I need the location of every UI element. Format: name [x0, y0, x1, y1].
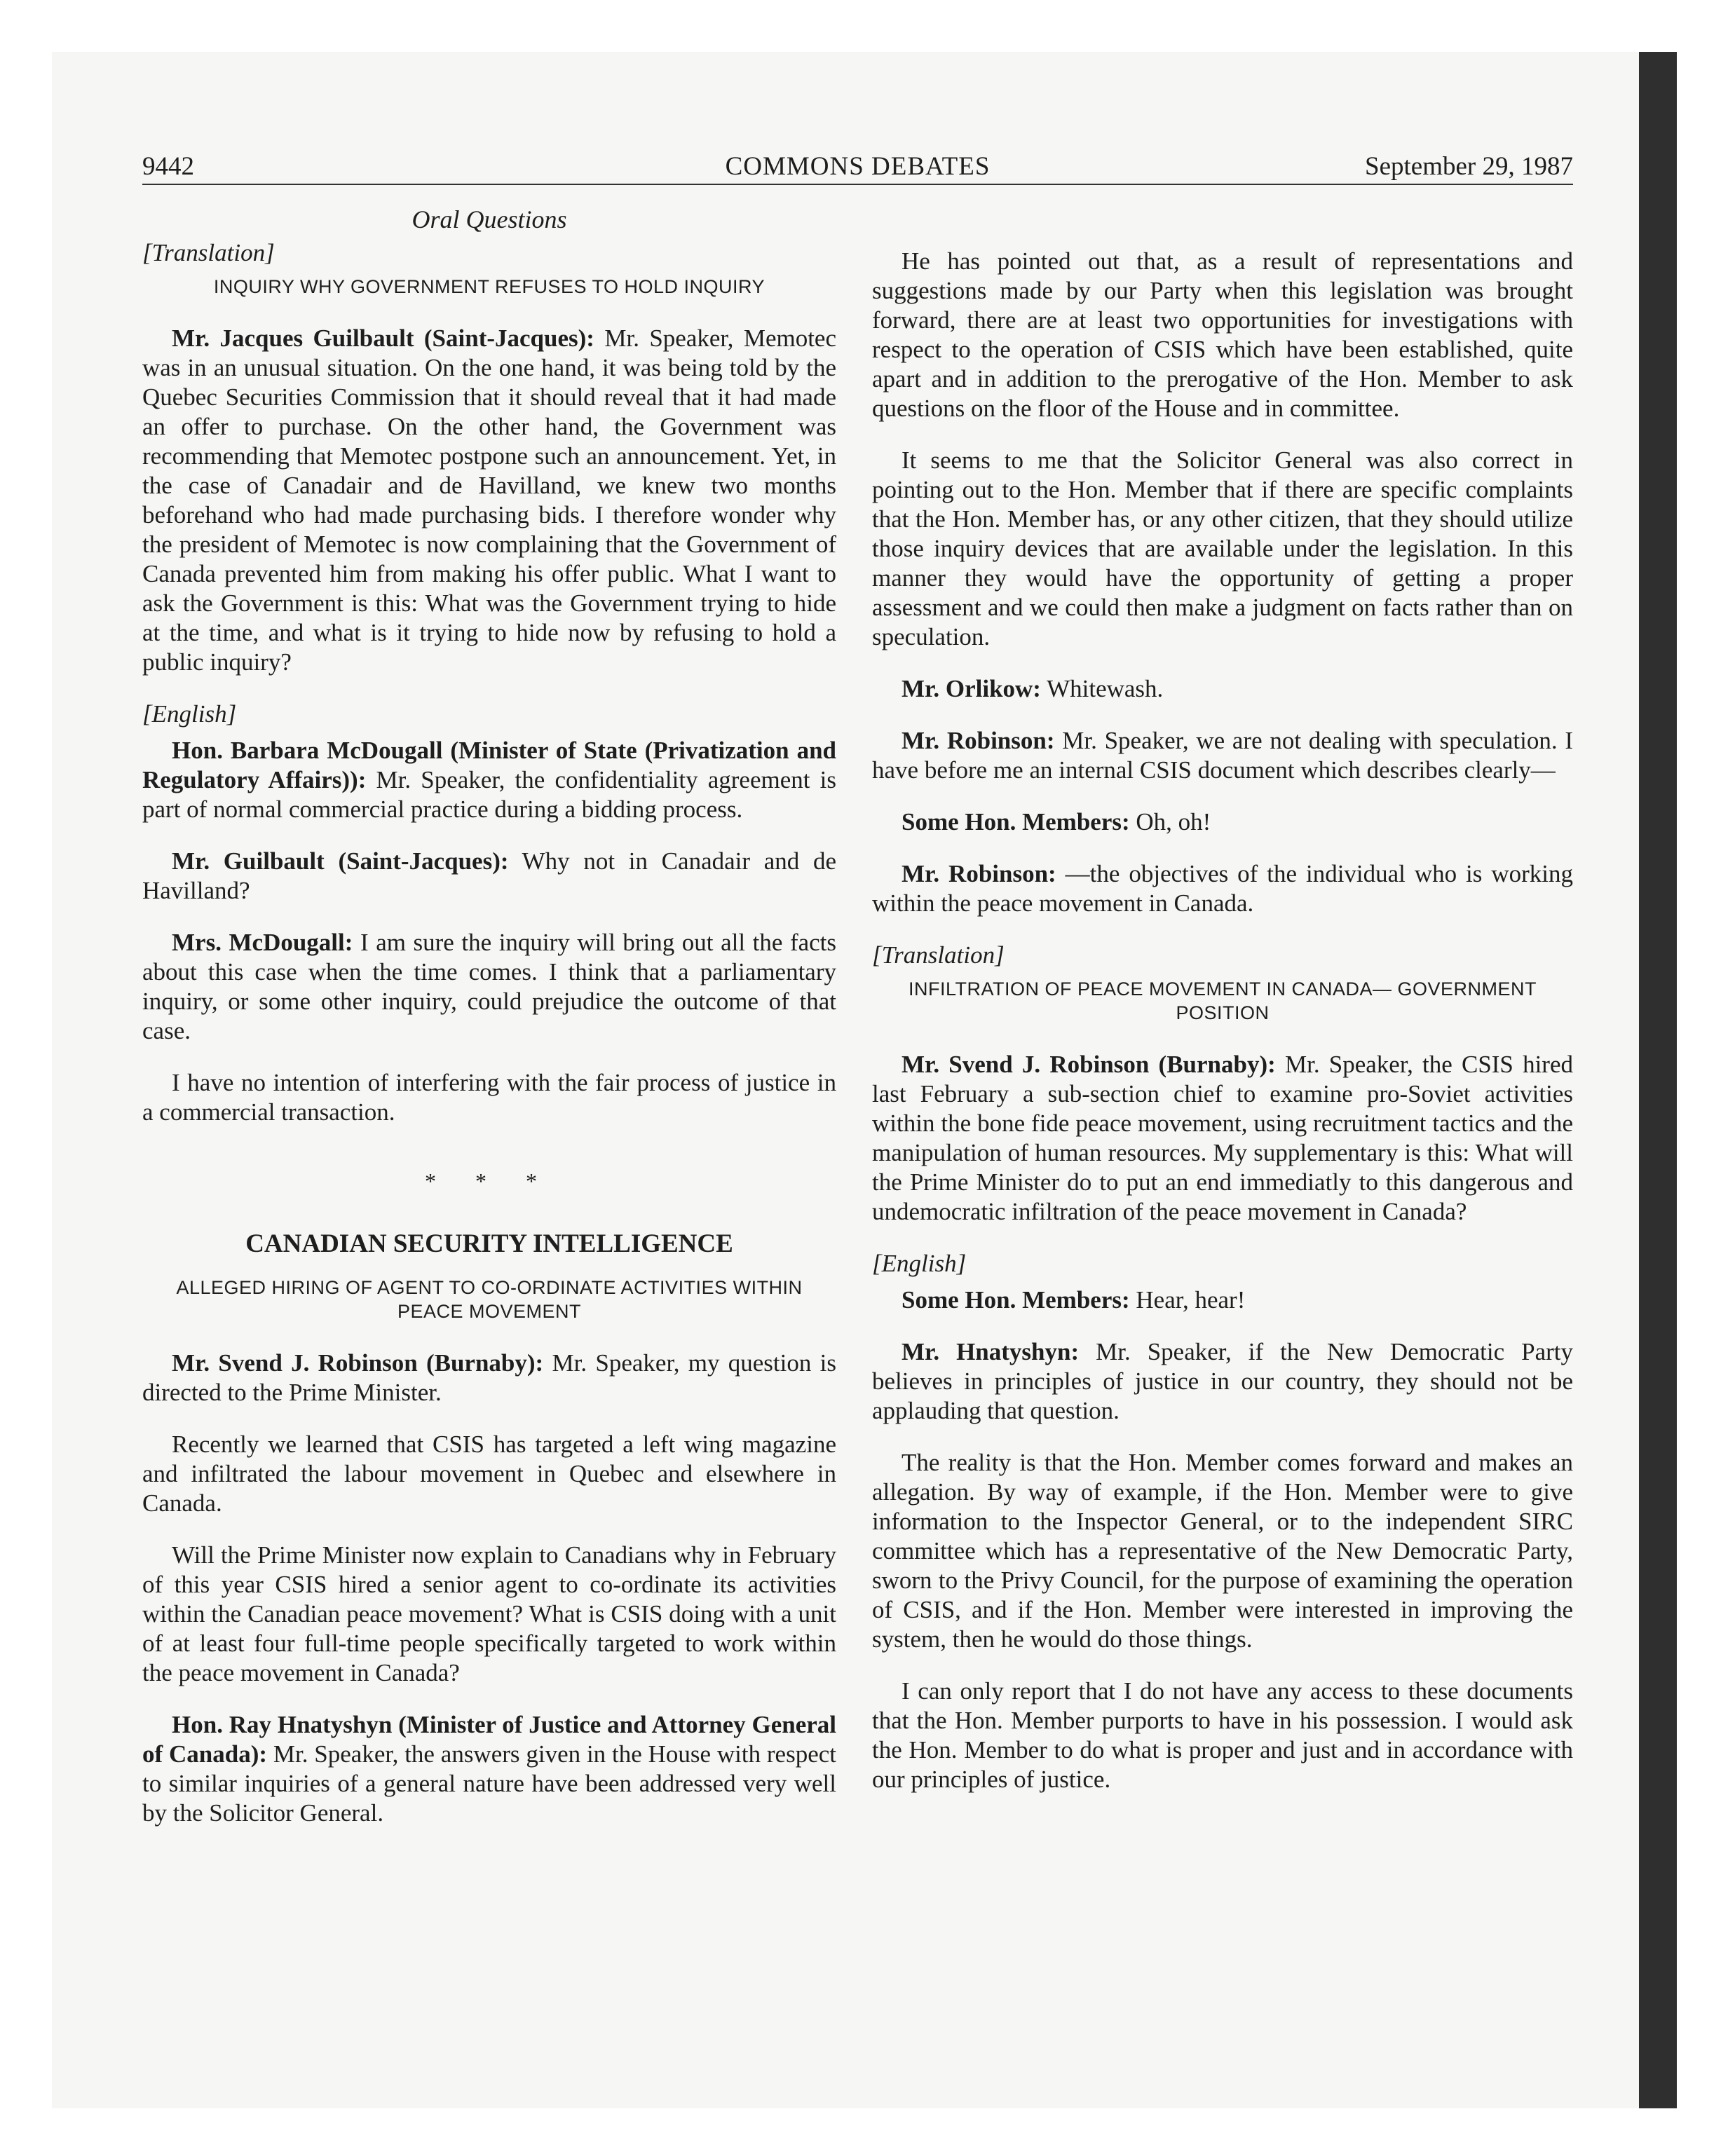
speech-paragraph [142, 1430, 836, 1518]
speech-paragraph [142, 1710, 836, 1828]
speech-paragraph [142, 1068, 836, 1127]
section-heading: CANADIAN SECURITY INTELLIGENCE [245, 1229, 733, 1258]
subsection-heading: ALLEGED HIRING OF AGENT TO CO-ORDINATE ACTIVITIES WITHIN PEACE MOVEMENT [176, 1277, 803, 1322]
publication-date: September 29, 1987 [1365, 152, 1573, 181]
speech-text: I can only report that I do not have any access to these documents that the Hon. Member purports to have in his possession. I would ask the Hon. Member to do what is proper and just and in accordance with our principles of justice. [872, 1677, 1573, 1793]
speech-text: Recently we learned that CSIS has targeted a left wing magazine and infiltrated the labour movement in Quebec and elsewhere in Canada. [142, 1431, 836, 1517]
speech-paragraph [142, 1349, 836, 1407]
speech-text: Oh, oh! [1136, 808, 1211, 835]
speech-text: Mr. Speaker, the confidentiality agreement is part of normal commercial practice during a bidding process. [142, 766, 836, 823]
speech-paragraph [872, 674, 1573, 704]
speech-paragraph [142, 324, 836, 677]
speech-text: Mr. Speaker, we are not dealing with speculation. I have before me an internal CSIS document which describes clearly— [872, 727, 1574, 784]
speaker-name: Some Hon. Members: [901, 1286, 1130, 1314]
speaker-name: Mr. Jacques Guilbault (Saint-Jacques): [172, 325, 594, 352]
speech-paragraph [142, 847, 836, 906]
speech-paragraph [872, 446, 1573, 652]
speech-text: I am sure the inquiry will bring out all the facts about this case when the time comes. I think that a parliamentary inquiry, or some other inquiry, could prejudice the outcome of that case. [142, 929, 837, 1044]
speech-text: I have no intention of interfering with the fair process of justice in a commercial transaction. [142, 1069, 836, 1126]
speech-text: Mr. Speaker, Memotec was in an unusual situation. On the one hand, it was being told by the Quebec Securities Commission that it should reveal that it had made an offer to purchase. On the other hand, the Government was recommending that Memotec postpone such an announcement. Yet, in the case of Canadair and de Havilland, we knew two months beforehand who had made purchasing bids. I therefore wonder why the president of Memotec is now complaining that the Government of Canada prevented him from making his offer public. What I want to ask the Government is this: What was the Government trying to hide at the time, and what is it trying to hide now by refusing to hold a public inquiry? [142, 325, 836, 676]
running-head: Oral Questions [411, 205, 567, 233]
speech-text: Mr. Speaker, if the New Democratic Party believes in principles of justice in our country, they should not be applauding that question. [872, 1338, 1573, 1424]
speaker-name: Mr. Svend J. Robinson (Burnaby): [172, 1349, 544, 1377]
speech-text: Mr. Speaker, the answers given in the House with respect to similar inquiries of a general nature have been addressed very well by the Solicitor General. [142, 1740, 837, 1827]
speech-text: He has pointed out that, as a result of representations and suggestions made by our Party when this legislation was brought forward, there are at least two opportunities for investigations with respect to the operation of CSIS which have been established, quite apart and in addition to the prerogative of the Hon. Member to ask questions on the floor of the House and in committee. [872, 247, 1573, 422]
language-note: [English] [872, 1250, 967, 1277]
subsection-heading: INFILTRATION OF PEACE MOVEMENT IN CANADA— GOVERNMENT POSITION [908, 978, 1537, 1023]
subsection-heading: INQUIRY WHY GOVERNMENT REFUSES TO HOLD INQUIRY [213, 276, 766, 297]
speech-paragraph [142, 928, 836, 1046]
speech-text: Whitewash. [1047, 675, 1164, 702]
speech-text: Mr. Speaker, my question is directed to the Prime Minister. [142, 1349, 837, 1406]
speech-paragraph [872, 807, 1573, 837]
page-header [142, 151, 1573, 185]
page-number: 9442 [142, 152, 194, 181]
speech-text: Hear, hear! [1136, 1286, 1246, 1314]
section-divider: * * * [425, 1168, 554, 1194]
language-note: [Translation] [142, 239, 275, 266]
speaker-name: Mr. Svend J. Robinson (Burnaby): [901, 1051, 1276, 1078]
speaker-name: Hon. Barbara McDougall (Minister of State (Privatization and Regulatory Affairs)): [142, 737, 836, 793]
speech-text: Will the Prime Minister now explain to Canadians why in February of this year CSIS hired a senior agent to co-ordinate its activities within the Canadian peace movement? What is CSIS doing with a unit of at least four full-time people specifically targeted to work within the peace movement in Canada? [142, 1541, 836, 1686]
speech-paragraph [872, 1337, 1573, 1426]
speaker-name: Mr. Robinson: [901, 860, 1056, 887]
speech-text: Why not in Canadair and de Havilland? [142, 847, 836, 904]
speaker-name: Mr. Robinson: [901, 727, 1055, 754]
speaker-name: Mr. Guilbault (Saint-Jacques): [172, 847, 509, 875]
speaker-name: Mr. Hnatyshyn: [901, 1338, 1080, 1365]
speaker-name: Mr. Orlikow: [901, 675, 1041, 702]
speech-text: Mr. Speaker, the CSIS hired last February a sub-section chief to examine pro-Soviet activities within the bone fide peace movement, using recruitment tactics and the manipulation of human resources. My supplementary is this: What will the Prime Minister do to put an end immediatly to this dangerous and undemocratic infiltration of the peace movement in Canada? [872, 1051, 1573, 1225]
speech-paragraph [872, 1448, 1573, 1654]
speech-paragraph [872, 726, 1573, 785]
speech-text: It seems to me that the Solicitor General was also correct in pointing out to the Hon. Member that if there are specific complaints that the Hon. Member has, or any other citizen, that they should utilize those inquiry devices that are available under the legislation. In this manner they would have the opportunity of getting a proper assessment and we could then make a judgment on facts rather than on speculation. [872, 446, 1573, 650]
speaker-name: Hon. Ray Hnatyshyn (Minister of Justice and Attorney General of Canada): [142, 1711, 836, 1768]
speech-paragraph [142, 736, 836, 824]
speech-text: —the objectives of the individual who is working within the peace movement in Canada. [872, 860, 1573, 917]
language-note: [English] [142, 700, 237, 728]
speaker-name: Some Hon. Members: [901, 808, 1130, 835]
language-note: [Translation] [872, 941, 1005, 969]
scan-edge-shadow [1639, 52, 1677, 2108]
left-column [142, 238, 836, 1850]
speech-text: The reality is that the Hon. Member comes forward and makes an allegation. By way of example, if the Hon. Member were to give information to the Inspector General, or to the independent SIRC committee which has a representative of the New Democratic Party, sworn to the Privy Council, for the purpose of examining the operation of CSIS, and if the Hon. Member were interested in improving the system, then he would do those things. [872, 1449, 1573, 1653]
speech-paragraph [872, 1677, 1573, 1794]
speech-paragraph [872, 859, 1573, 918]
speech-paragraph [872, 247, 1573, 423]
speech-paragraph [872, 1285, 1573, 1315]
publication-title: COMMONS DEBATES [725, 152, 991, 181]
speaker-name: Mrs. McDougall: [172, 929, 353, 956]
speech-paragraph [142, 1541, 836, 1688]
speech-paragraph [872, 1050, 1573, 1227]
right-column [872, 247, 1573, 1817]
